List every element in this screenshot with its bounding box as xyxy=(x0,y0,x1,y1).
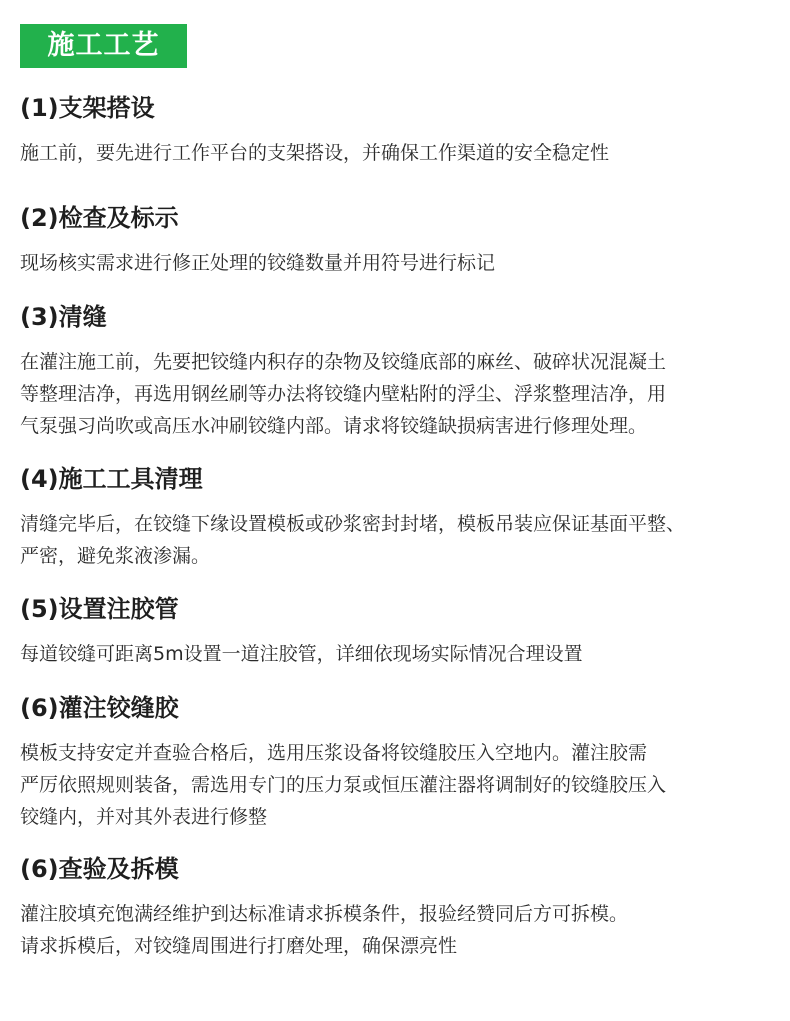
body-line: 严厉依照规则装备，需选用专门的压力泵或恒压灌注器将调制好的铰缝胶压入 xyxy=(20,774,667,796)
body-line: 严密，避免浆液渗漏。 xyxy=(20,545,211,567)
banner-label: 施工工艺 xyxy=(47,30,160,61)
section-title: (6)查验及拆模 xyxy=(20,855,179,883)
body-line: 气泵强习尚吹或高压水冲刷铰缝内部。请求将铰缝缺损病害进行修理处理。 xyxy=(20,415,648,437)
section-body xyxy=(20,737,775,833)
section-clean-joint xyxy=(20,300,775,442)
body-line: 灌注胶填充饱满经维护到达标准请求拆模条件，报验经赞同后方可拆模。 xyxy=(20,903,629,925)
body-line: 清缝完毕后，在铰缝下缘设置模板或砂浆密封封堵，模板吊装应保证基面平整、 xyxy=(20,513,686,535)
body-line: 施工前，要先进行工作平台的支架搭设，并确保工作渠道的安全稳定性 xyxy=(20,142,610,164)
section-banner xyxy=(20,24,187,68)
section-inspect-mark xyxy=(20,201,775,279)
section-title: (6)灌注铰缝胶 xyxy=(20,694,179,722)
section-check-remove-mold xyxy=(20,852,775,962)
section-title: (2)检查及标示 xyxy=(20,204,179,232)
section-scaffold xyxy=(20,91,775,169)
section-body xyxy=(20,346,775,442)
section-body xyxy=(20,137,775,169)
body-line: 模板支持安定并查验合格后，选用压浆设备将铰缝胶压入空地内。灌注胶需 xyxy=(20,742,648,764)
section-title: (1)支架搭设 xyxy=(20,94,155,122)
section-body xyxy=(20,508,775,572)
body-line: 现场核实需求进行修正处理的铰缝数量并用符号进行标记 xyxy=(20,252,496,274)
section-body xyxy=(20,638,775,670)
body-line: 请求拆模后，对铰缝周围进行打磨处理，确保漂亮性 xyxy=(20,935,458,957)
section-tool-clean xyxy=(20,462,775,572)
body-line: 铰缝内，并对其外表进行修整 xyxy=(20,806,268,828)
section-title: (4)施工工具清理 xyxy=(20,465,203,493)
body-line: 等整理洁净，再选用钢丝刷等办法将铰缝内壁粘附的浮尘、浮浆整理洁净，用 xyxy=(20,383,667,405)
section-title: (3)清缝 xyxy=(20,303,107,331)
body-line: 在灌注施工前，先要把铰缝内积存的杂物及铰缝底部的麻丝、破碎状况混凝土 xyxy=(20,351,667,373)
section-inject-glue xyxy=(20,691,775,833)
section-body xyxy=(20,247,775,279)
section-glue-pipe xyxy=(20,592,775,670)
body-line: 每道铰缝可距离5m设置一道注胶管，详细依现场实际情况合理设置 xyxy=(20,643,583,665)
section-body xyxy=(20,898,775,962)
section-title: (5)设置注胶管 xyxy=(20,595,179,623)
